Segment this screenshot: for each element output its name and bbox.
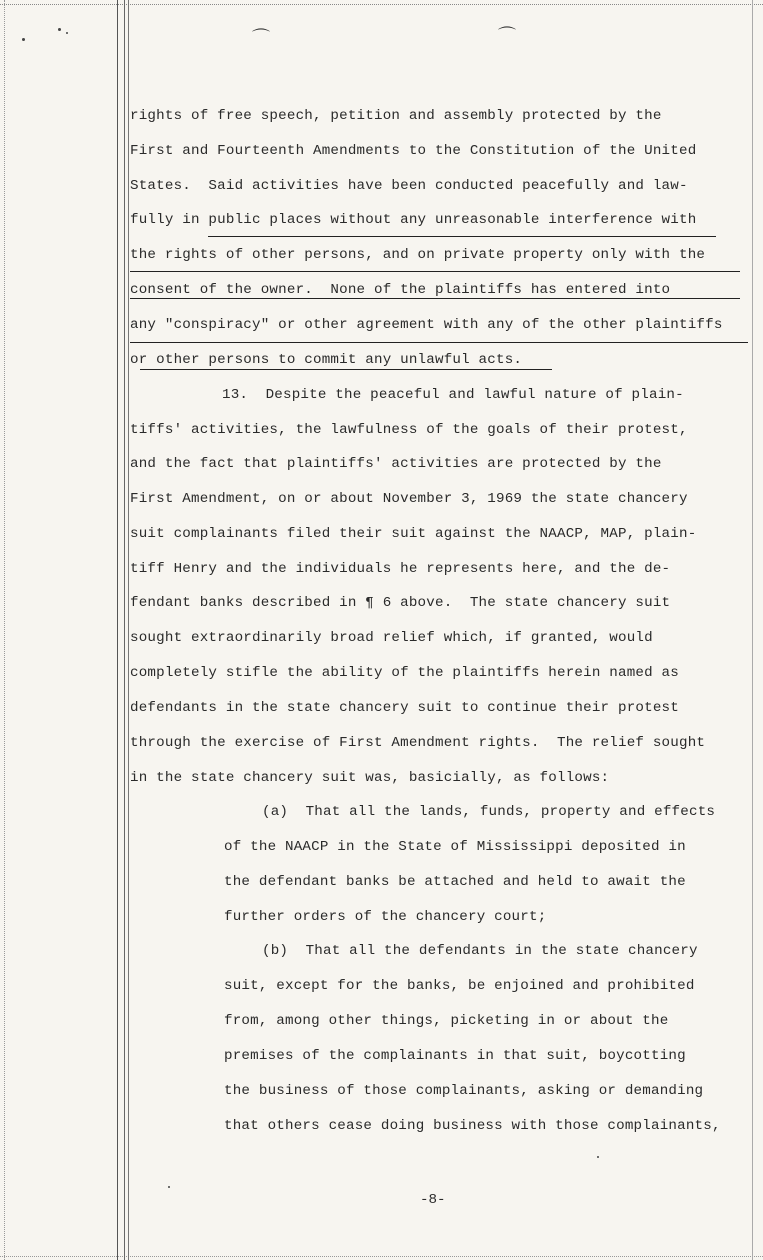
- paragraph-start: 13. Despite the peaceful and lawful nature of plain-: [222, 387, 684, 403]
- text-line: any "conspiracy" or other agreement with any of the other plaintiffs: [130, 317, 723, 333]
- page-top-edge: [0, 0, 763, 5]
- text-line: fendant banks described in ¶ 6 above. The state chancery suit: [130, 595, 671, 611]
- text-line: premises of the complainants in that suit, boycotting: [224, 1048, 686, 1064]
- text-line: sought extraordinarily broad relief which, if granted, would: [130, 630, 653, 646]
- text-line: States. Said activities have been conducted peacefully and law-: [130, 178, 688, 194]
- handwritten-underline: [130, 342, 748, 343]
- handwritten-underline: [140, 369, 552, 370]
- page-left-edge: [0, 0, 5, 1260]
- handwritten-underline: [208, 236, 716, 237]
- text-line: of the NAACP in the State of Mississippi deposited in: [224, 839, 686, 855]
- text-line: in the state chancery suit was, basicially, as follows:: [130, 770, 610, 786]
- text-line: First Amendment, on or about November 3, 1969 the state chancery: [130, 491, 688, 507]
- page-bottom-edge: [0, 1256, 763, 1259]
- speck: [66, 32, 68, 34]
- right-margin-rule: [752, 0, 753, 1260]
- left-margin-rule: [124, 0, 125, 1260]
- page-number: -8-: [420, 1192, 446, 1208]
- text-line: First and Fourteenth Amendments to the Constitution of the United: [130, 143, 697, 159]
- text-line: further orders of the chancery court;: [224, 909, 547, 925]
- text-line: defendants in the state chancery suit to continue their protest: [130, 700, 679, 716]
- list-item-start: (a) That all the lands, funds, property and effects: [262, 804, 716, 820]
- text-line: consent of the owner. None of the plaintiffs has entered into: [130, 282, 671, 298]
- text-line: completely stifle the ability of the plaintiffs herein named as: [130, 665, 679, 681]
- text-line: tiff Henry and the individuals he represents here, and the de-: [130, 561, 671, 577]
- text-line: or other persons to commit any unlawful acts.: [130, 352, 523, 368]
- handwritten-underline: [130, 298, 740, 299]
- text-line: the rights of other persons, and on private property only with the: [130, 247, 706, 263]
- text-line: that others cease doing business with those complainants,: [224, 1118, 721, 1134]
- speck: [58, 28, 61, 31]
- list-item-start: (b) That all the defendants in the state chancery: [262, 943, 698, 959]
- punch-mark: ⌒: [252, 28, 270, 49]
- text-line: fully in public places without any unreasonable interference with: [130, 212, 697, 228]
- text-line: the business of those complainants, asking or demanding: [224, 1083, 704, 1099]
- text-line: and the fact that plaintiffs' activities are protected by the: [130, 456, 662, 472]
- left-margin-rule: [128, 0, 129, 1260]
- text-line: suit complainants filed their suit against the NAACP, MAP, plain-: [130, 526, 697, 542]
- text-line: suit, except for the banks, be enjoined and prohibited: [224, 978, 695, 994]
- punch-mark: ⌒: [498, 26, 516, 47]
- text-line: from, among other things, picketing in or about the: [224, 1013, 669, 1029]
- speck: [22, 38, 25, 41]
- speck: [597, 1156, 599, 1158]
- text-line: through the exercise of First Amendment rights. The relief sought: [130, 735, 706, 751]
- text-line: rights of free speech, petition and assembly protected by the: [130, 108, 662, 124]
- text-line: tiffs' activities, the lawfulness of the goals of their protest,: [130, 422, 688, 438]
- text-line: the defendant banks be attached and held to await the: [224, 874, 686, 890]
- speck: [168, 1186, 170, 1188]
- handwritten-underline: [130, 271, 740, 272]
- left-margin-rule: [117, 0, 118, 1260]
